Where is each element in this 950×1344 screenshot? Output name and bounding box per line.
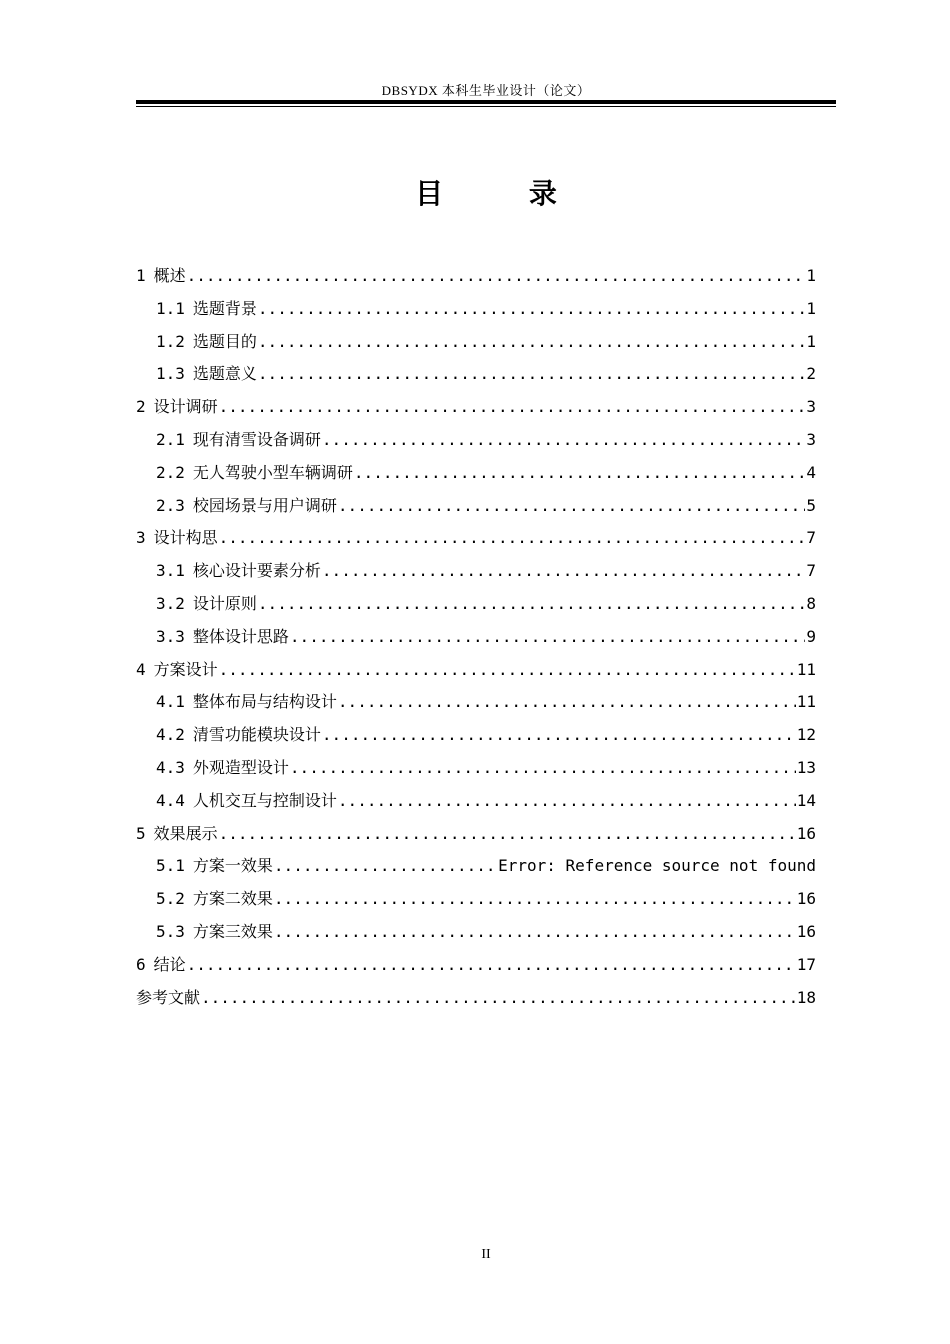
toc-entry-page: 11: [796, 692, 816, 712]
toc-leader-dots: [258, 588, 805, 621]
toc-entry[interactable]: [136, 293, 816, 326]
toc-entry[interactable]: [136, 555, 816, 588]
toc-entry-title: 整体设计思路: [192, 626, 289, 646]
toc-leader-dots: [338, 490, 805, 523]
toc-entry-title: 方案三效果: [192, 921, 273, 941]
running-header: DBSYDX 本科生毕业设计（论文）: [381, 83, 591, 98]
toc-leader-dots: [258, 293, 805, 326]
toc-entry-title: 校园场景与用户调研: [192, 495, 337, 515]
toc-entry[interactable]: [136, 391, 816, 424]
toc-entry[interactable]: [136, 588, 816, 621]
toc-entry-title: 方案一效果: [192, 856, 273, 876]
toc-entry-title: 结论: [153, 954, 186, 974]
toc-entry-page: 16: [796, 823, 816, 843]
toc-entry-page: 2: [806, 364, 816, 384]
toc-entry-title: 设计调研: [153, 397, 218, 417]
toc-entry[interactable]: [136, 424, 816, 457]
toc-entry[interactable]: [136, 654, 816, 687]
toc-entry[interactable]: [136, 358, 816, 391]
toc-leader-dots: [187, 260, 806, 293]
toc-entry-number: 5: [136, 823, 146, 843]
toc-entry-number: 2.1: [156, 429, 185, 449]
toc-entry-page: 8: [806, 593, 816, 613]
toc-entry[interactable]: [136, 752, 816, 785]
toc-entry[interactable]: [136, 621, 816, 654]
toc-title: 目 录: [415, 177, 595, 210]
toc-entry-title: 人机交互与控制设计: [192, 790, 337, 810]
toc-leader-dots: [219, 654, 796, 687]
toc-entry-number: 3: [136, 528, 146, 548]
toc-entry[interactable]: [136, 949, 816, 982]
toc-leader-dots: [338, 785, 796, 818]
toc-entry-number: 4.2: [156, 725, 185, 745]
toc-entry-number: 5.3: [156, 921, 185, 941]
toc-entry-page: 14: [796, 790, 816, 810]
toc-entry-title: 外观造型设计: [192, 757, 289, 777]
toc-entry-title: 现有清雪设备调研: [192, 429, 321, 449]
toc-entry-number: 3.1: [156, 561, 185, 581]
toc-entry-title: 无人驾驶小型车辆调研: [192, 462, 353, 482]
toc-entry-title: 核心设计要素分析: [192, 561, 321, 581]
toc-leader-dots: [338, 686, 796, 719]
toc-leader-dots: [219, 522, 806, 555]
toc-entry[interactable]: [136, 686, 816, 719]
toc-leader-dots: [322, 424, 805, 457]
toc-entry-title: 选题目的: [192, 331, 257, 351]
toc-entry[interactable]: [136, 883, 816, 916]
toc-entry-page: 7: [806, 528, 816, 548]
header-rule-thick: [136, 100, 836, 104]
toc-leader-dots: [258, 358, 805, 391]
toc-entry-title: 设计原则: [192, 593, 257, 613]
toc-entry-title: 整体布局与结构设计: [192, 692, 337, 712]
toc-entry-number: 1.3: [156, 364, 185, 384]
toc-entry-number: 3.2: [156, 593, 185, 613]
toc-entry-number: 4.3: [156, 757, 185, 777]
toc-entry-number: 6: [136, 954, 146, 974]
toc-entry-number: 1.2: [156, 331, 185, 351]
toc-entry-title: 方案设计: [153, 659, 218, 679]
toc-entry-page: 16: [796, 889, 816, 909]
toc-entry-number: 1: [136, 266, 146, 285]
toc-entry-page: 5: [806, 495, 816, 515]
toc-entry-number: 5.1: [156, 856, 185, 876]
toc-entry-title: 方案二效果: [192, 889, 273, 909]
toc-leader-dots: [201, 982, 796, 1015]
toc-entry-page: 12: [796, 725, 816, 745]
toc-entry-page: 4: [806, 462, 816, 482]
toc-entry[interactable]: [136, 490, 816, 523]
toc-entry-page: 1: [806, 331, 816, 351]
toc-entry-title: 选题意义: [192, 364, 257, 384]
toc-entry-number: 2.2: [156, 462, 185, 482]
toc-leader-dots: [290, 752, 796, 785]
toc-entry-page: 7: [806, 561, 816, 581]
toc-leader-dots: [274, 883, 796, 916]
toc-entry-title: 参考文献: [136, 987, 201, 1007]
toc-entry[interactable]: [136, 260, 816, 293]
toc-entry[interactable]: [136, 326, 816, 359]
toc-entry-number: 4.1: [156, 692, 185, 712]
table-of-contents: [136, 260, 816, 1014]
toc-entry[interactable]: [136, 522, 816, 555]
toc-leader-dots: [258, 326, 805, 359]
toc-entry-page: 13: [796, 757, 816, 777]
toc-leader-dots: [219, 818, 796, 851]
toc-leader-dots: [274, 850, 497, 883]
toc-entry-page: 11: [796, 659, 816, 679]
toc-entry-page: 3: [806, 397, 816, 417]
toc-entry[interactable]: [136, 457, 816, 490]
toc-leader-dots: [354, 457, 805, 490]
toc-leader-dots: [274, 916, 796, 949]
toc-entry-title: 概述: [153, 266, 186, 285]
toc-entry-page: Error: Reference source not found: [498, 856, 816, 876]
toc-entry-title: 选题背景: [192, 298, 257, 318]
toc-leader-dots: [322, 555, 805, 588]
toc-entry[interactable]: [136, 916, 816, 949]
toc-entry-title: 清雪功能模块设计: [192, 725, 321, 745]
header-rule-thin: [136, 106, 836, 107]
toc-entry-page: 17: [796, 954, 816, 974]
toc-entry-page: 1: [806, 266, 816, 285]
toc-entry-page: 18: [796, 987, 816, 1007]
toc-entry-number: 4: [136, 659, 146, 679]
toc-entry-number: 2: [136, 397, 146, 417]
toc-entry-number: 2.3: [156, 495, 185, 515]
toc-entry-number: 1.1: [156, 298, 185, 318]
toc-entry-title: 效果展示: [153, 823, 218, 843]
toc-entry-page: 9: [806, 626, 816, 646]
toc-entry-number: 4.4: [156, 790, 185, 810]
toc-entry[interactable]: [136, 982, 816, 1015]
toc-entry[interactable]: [136, 785, 816, 818]
toc-entry[interactable]: [136, 850, 816, 883]
toc-entry[interactable]: [136, 719, 816, 752]
toc-leader-dots: [219, 391, 806, 424]
toc-leader-dots: [187, 949, 796, 982]
toc-entry-number: 5.2: [156, 889, 185, 909]
toc-entry-number: 3.3: [156, 626, 185, 646]
toc-entry[interactable]: [136, 818, 816, 851]
toc-entry-page: 3: [806, 429, 816, 449]
toc-entry-page: 1: [806, 298, 816, 318]
toc-entry-title: 设计构思: [153, 528, 218, 548]
toc-entry-page: 16: [796, 921, 816, 941]
toc-leader-dots: [322, 719, 796, 752]
toc-leader-dots: [290, 621, 805, 654]
footer-page-number: II: [481, 1247, 491, 1262]
